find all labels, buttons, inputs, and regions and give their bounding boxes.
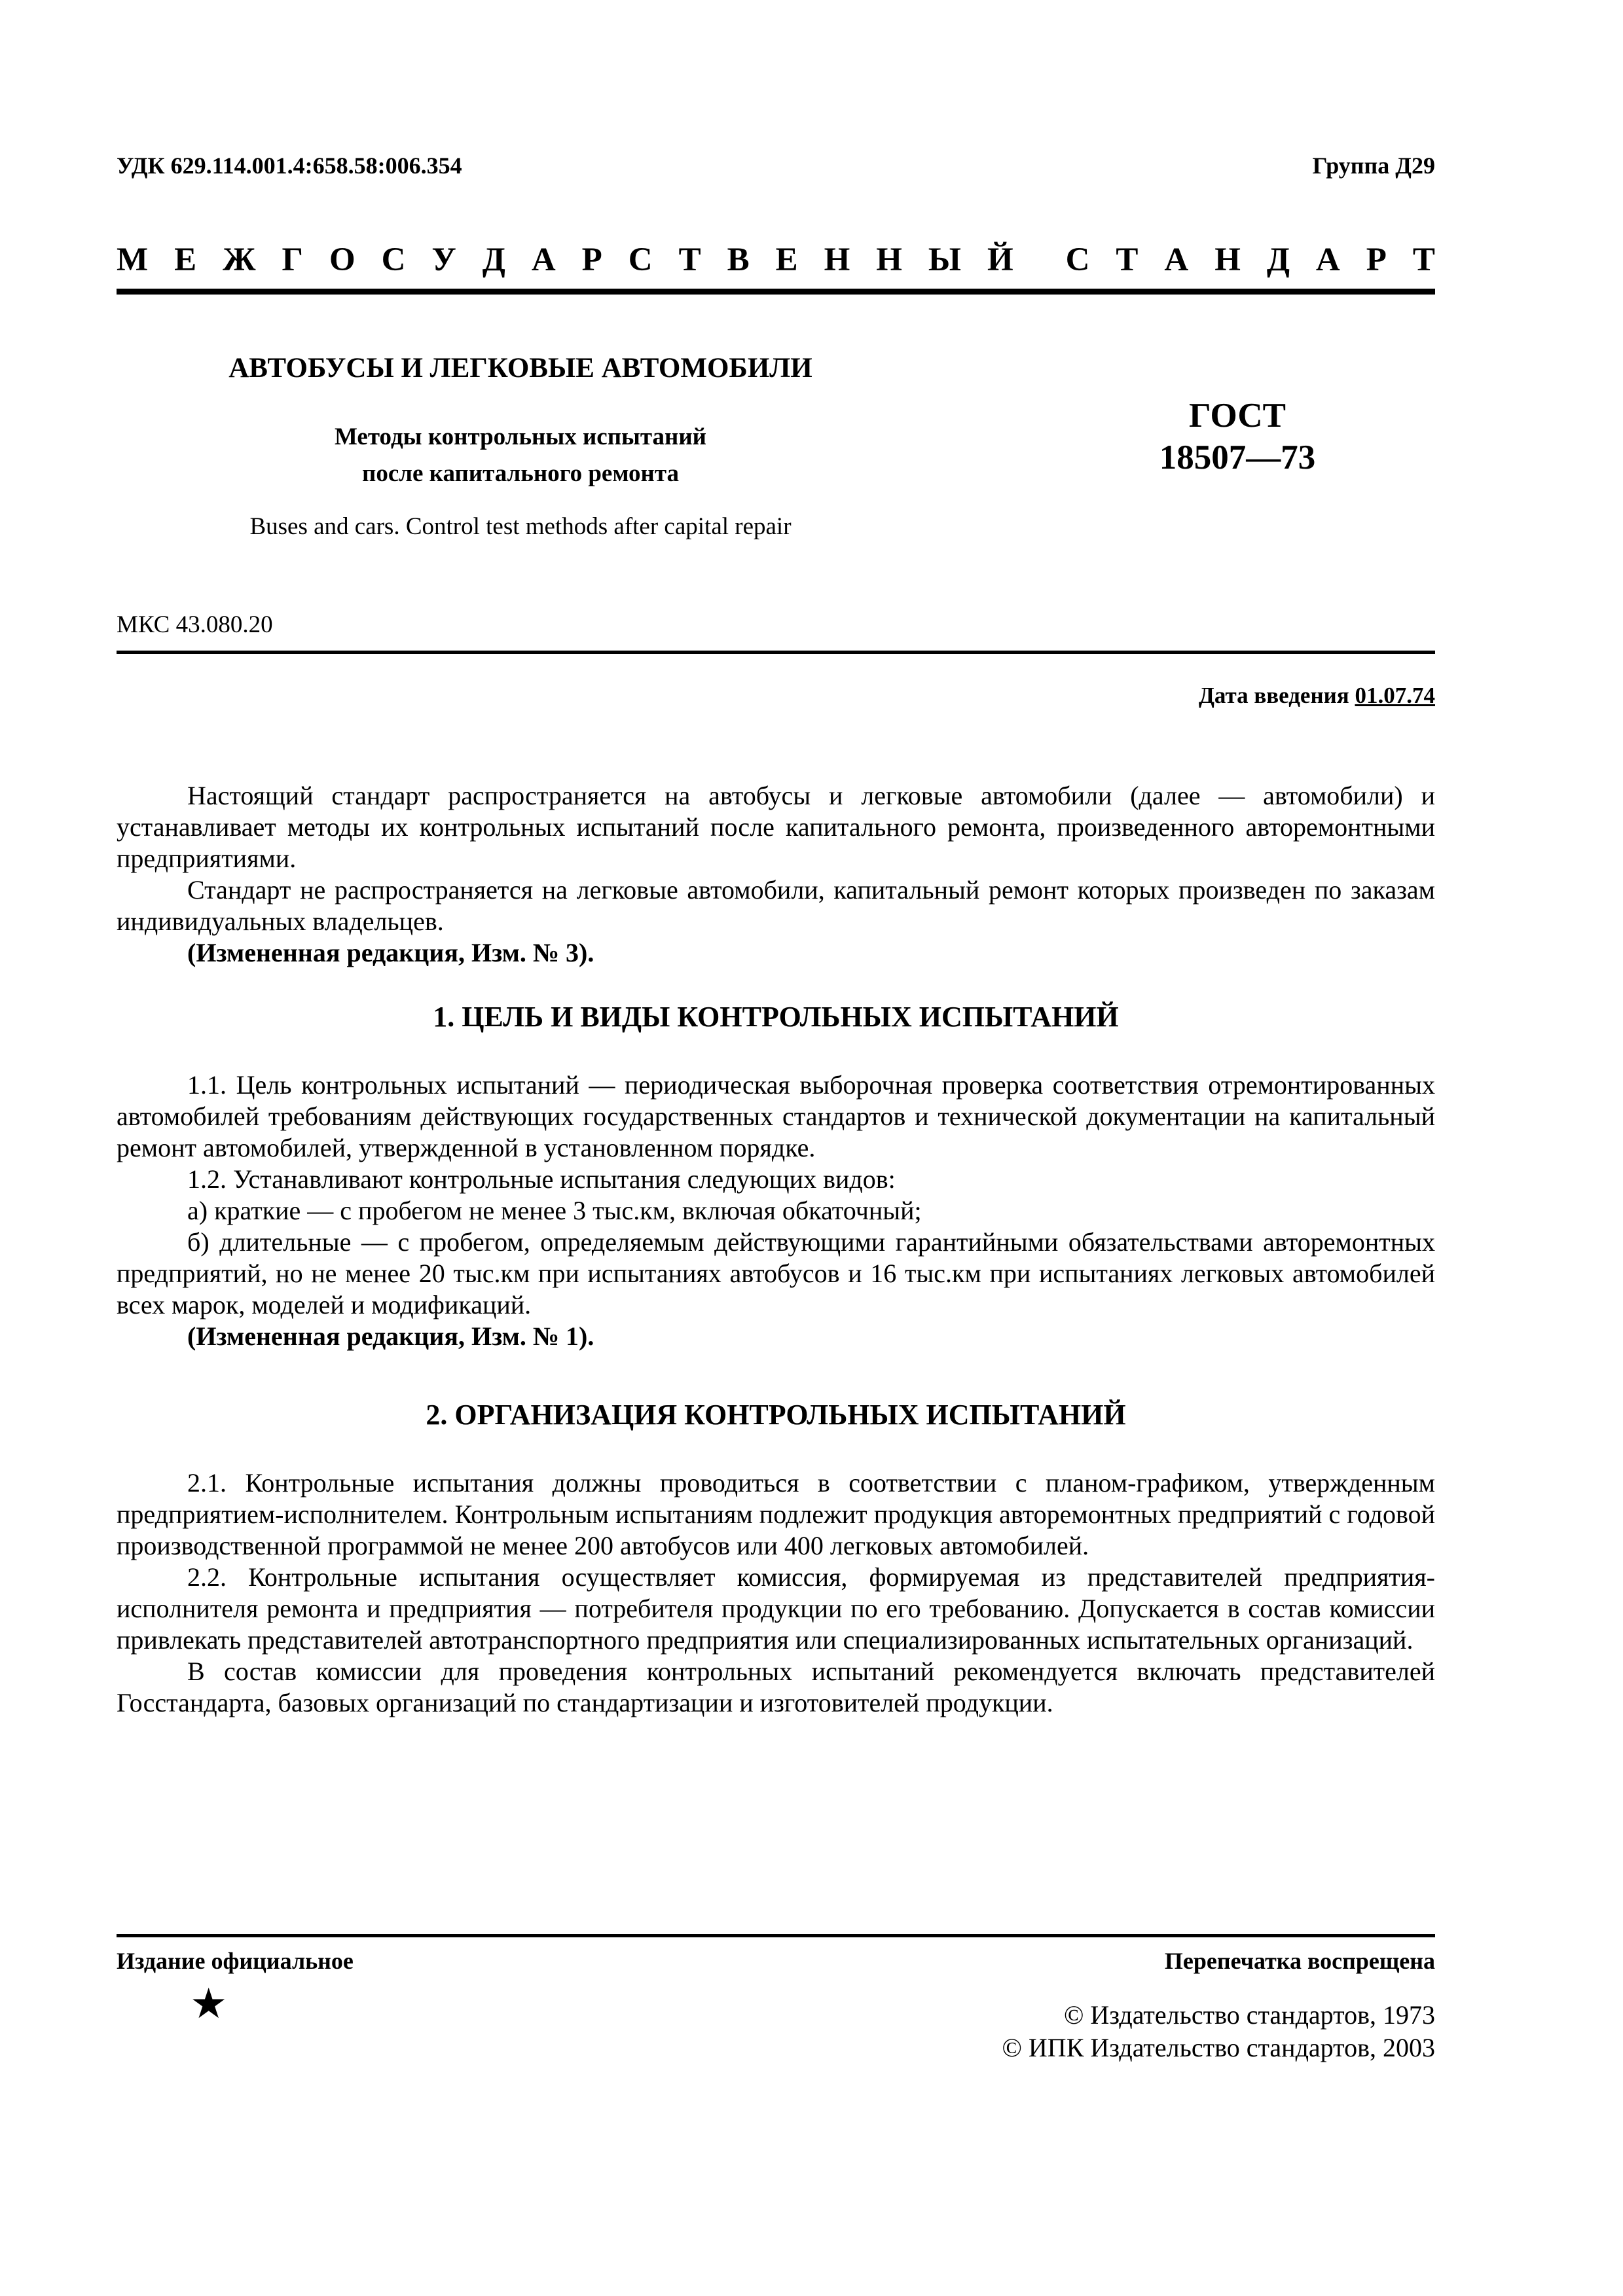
document-subtitle bbox=[117, 419, 924, 492]
gost-label: ГОСТ bbox=[1189, 397, 1286, 435]
star-icon: ★ bbox=[190, 1980, 228, 2028]
intro-paragraph: Настоящий стандарт распространяется на автобусы и легковые автомобили (далее — автомобили) и устанавливает методы их контрольных испытаний после капитального ремонта, произведенного авторемонтными предприятиями. bbox=[117, 781, 1435, 873]
copyright-line: © ИПК Издательство стандартов, 2003 bbox=[1002, 2033, 1435, 2062]
copyright-block bbox=[1002, 1999, 1435, 2064]
banner-letter: Ж bbox=[223, 242, 256, 278]
banner-letter: У bbox=[431, 242, 456, 278]
banner-letter: Н bbox=[1214, 242, 1241, 278]
udk-code: УДК 629.114.001.4:658.58:006.354 bbox=[117, 152, 462, 179]
official-edition-label: Издание официальное bbox=[117, 1948, 354, 1974]
clause-1-2: 1.2. Устанавливают контрольные испытания следующих видов: bbox=[187, 1164, 896, 1194]
list-item-b: б) длительные — с пробегом, определяемым действующими гарантийными обязательствами авторемонтных предприятий, но не менее 20 тыс.км при испытаниях автобусов и 16 тыс.км при испытаниях легковых автомобилей всех марок, моделей и модификаций. bbox=[117, 1227, 1435, 1319]
top-rule-divider bbox=[117, 289, 1435, 295]
date-label: Дата введения bbox=[1198, 683, 1355, 708]
amendment-note: (Измененная редакция, Изм. № 1). bbox=[187, 1321, 594, 1351]
banner-letter: В bbox=[727, 242, 750, 278]
intro-paragraph: Стандарт не распространяется на легковые автомобили, капитальный ремонт которых произведен по заказам индивидуальных владельцев. bbox=[117, 875, 1435, 936]
clause-1-1: 1.1. Цель контрольных испытаний — периодическая выборочная проверка соответствия отремонтированных автомобилей требованиям действующих государственных стандартов и технической документации на капитальный ремонт автомобилей, утвержденной в установленном порядке. bbox=[117, 1070, 1435, 1162]
banner-letter: Т bbox=[1116, 242, 1139, 278]
clause-2-2: 2.2. Контрольные испытания осуществляет комиссия, формируемая из представителей предприятия-исполнителя ремонта и предприятия — потребителя продукции по его требованию. Допускается в состав комиссии привлекать представителей автотранспортного предприятия или специализированных испытательных организаций. bbox=[117, 1562, 1435, 1655]
bottom-rule-divider bbox=[117, 1934, 1435, 1937]
section-1-heading: 1. ЦЕЛЬ И ВИДЫ КОНТРОЛЬНЫХ ИСПЫТАНИЙ bbox=[433, 1001, 1119, 1033]
mks-code: МКС 43.080.20 bbox=[117, 611, 273, 638]
intro-section bbox=[117, 780, 1435, 969]
banner-letter: С bbox=[381, 242, 406, 278]
banner-letter: Е bbox=[775, 242, 798, 278]
banner-letter: Т bbox=[678, 242, 701, 278]
banner-letter: С bbox=[628, 242, 653, 278]
group-code: Группа Д29 bbox=[1312, 152, 1435, 179]
banner-letter: Д bbox=[1266, 242, 1290, 278]
clause-2-2-continued: В состав комиссии для проведения контрольных испытаний рекомендуется включать представителей Госстандарта, базовых организаций по стандартизации и изготовителей продукции. bbox=[117, 1657, 1435, 1717]
list-item-a: а) краткие — с пробегом не менее 3 тыс.км, включая обкаточный; bbox=[187, 1196, 922, 1225]
introduction-date bbox=[1199, 683, 1435, 709]
banner-letter: Р bbox=[581, 242, 602, 278]
banner-letter: Й bbox=[987, 242, 1013, 278]
interstate-standard-banner bbox=[117, 243, 1435, 277]
clause-2-1: 2.1. Контрольные испытания должны проводиться в соответствии с планом-графиком, утвержденным предприятием-исполнителем. Контрольным испытаниям подлежит продукция авторемонтных предприятий с годовой производственной программой не менее 200 автобусов или 400 легковых автомобилей. bbox=[117, 1468, 1435, 1560]
subtitle-line: после капитального ремонта bbox=[362, 460, 679, 487]
banner-letter: Т bbox=[1412, 242, 1435, 278]
section-1-body bbox=[117, 1069, 1435, 1352]
english-title: Buses and cars. Control test methods after capital repair bbox=[249, 513, 792, 540]
banner-letter: Е bbox=[174, 242, 197, 278]
banner-letter: О bbox=[329, 242, 356, 278]
banner-letter: А bbox=[1315, 242, 1340, 278]
banner-letter: Ы bbox=[928, 242, 961, 278]
banner-letter: М bbox=[117, 242, 149, 278]
banner-letter: А bbox=[1164, 242, 1189, 278]
copyright-line: © Издательство стандартов, 1973 bbox=[1063, 2000, 1435, 2030]
banner-letter: С bbox=[1065, 242, 1090, 278]
banner-letter: А bbox=[531, 242, 556, 278]
amendment-note: (Измененная редакция, Изм. № 3). bbox=[187, 938, 594, 967]
banner-letter: Г bbox=[282, 242, 303, 278]
subtitle-line: Методы контрольных испытаний bbox=[334, 423, 706, 450]
banner-letter: Н bbox=[824, 242, 850, 278]
middle-rule-divider bbox=[117, 651, 1435, 654]
gost-number: 18507—73 bbox=[1159, 439, 1316, 476]
section-2-body bbox=[117, 1467, 1435, 1719]
reprint-prohibited-label: Перепечатка воспрещена bbox=[1164, 1948, 1435, 1974]
section-2-heading: 2. ОРГАНИЗАЦИЯ КОНТРОЛЬНЫХ ИСПЫТАНИЙ bbox=[426, 1399, 1126, 1431]
date-value: 01.07.74 bbox=[1355, 683, 1435, 708]
banner-letter: Н bbox=[876, 242, 902, 278]
document-title: АВТОБУСЫ И ЛЕГКОВЫЕ АВТОМОБИЛИ bbox=[228, 353, 812, 384]
banner-letter: Д bbox=[482, 242, 505, 278]
gost-designation bbox=[1113, 395, 1362, 478]
banner-letter: Р bbox=[1366, 242, 1387, 278]
